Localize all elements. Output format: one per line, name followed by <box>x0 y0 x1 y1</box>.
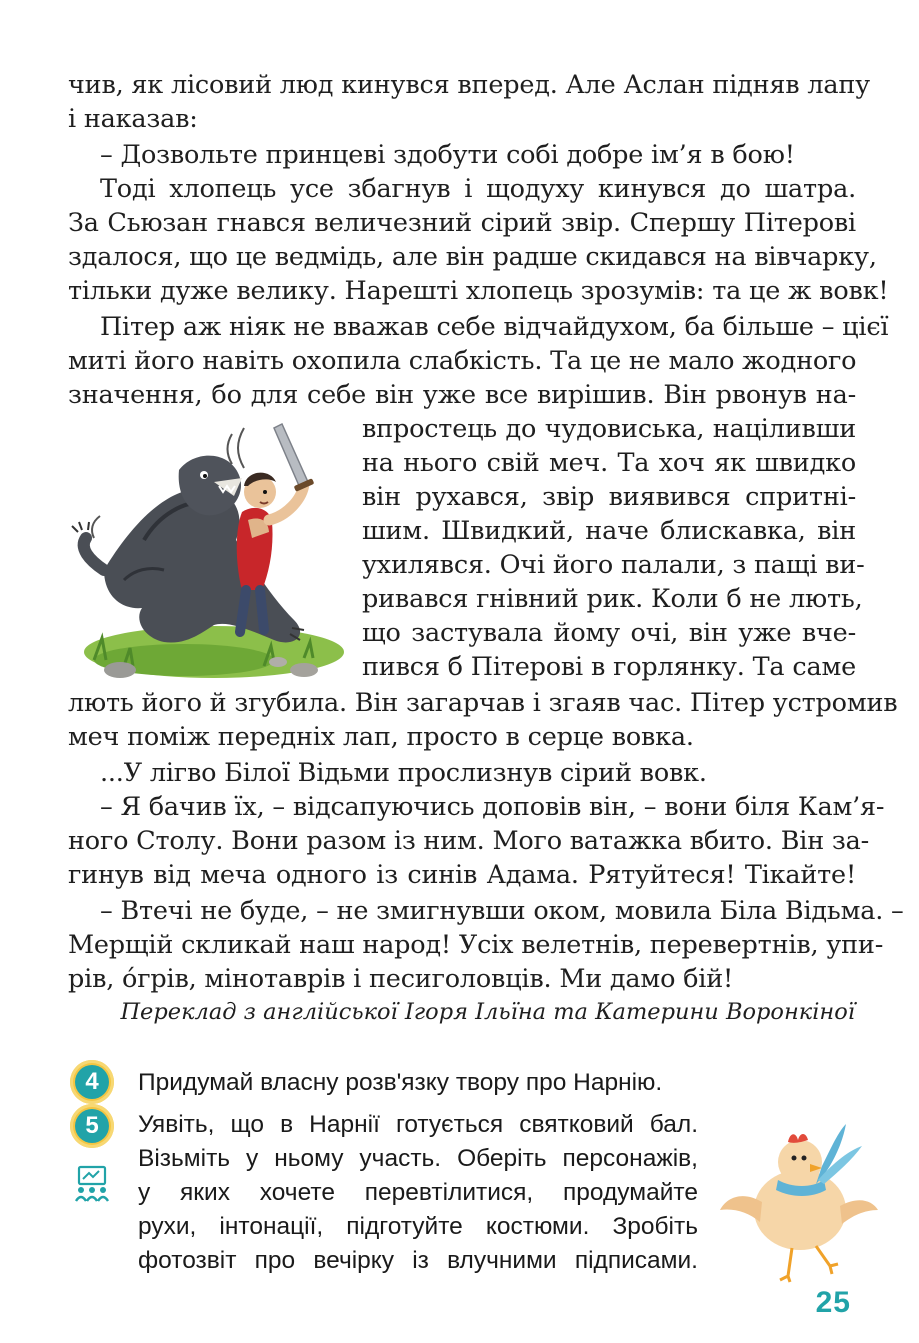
story-line: ухилявся. Очі його палали, з пащі ви- <box>362 550 865 580</box>
story-line: рів, о́грів, мінотаврів і песиголовців. Ми дамо бій! <box>68 964 734 994</box>
story-line: За Сьюзан гнався величезний сірий звір. Спершу Пітерові <box>68 208 856 238</box>
story-line: впростець до чудовиська, націливши <box>362 414 856 444</box>
story-line: ривався гнівний рик. Коли б не лють, <box>362 584 863 614</box>
story-line: і наказав: <box>68 104 198 134</box>
task-number: 5 <box>75 1109 109 1143</box>
task-number-badge <box>70 1104 114 1148</box>
wolf-and-boy-illustration <box>64 420 354 690</box>
story-line: здалося, що це ведмідь, але він радше скидався на вівчарку, <box>68 242 877 272</box>
story-line: ного Столу. Вони разом із ним. Мого ватажка вбито. Він за- <box>68 826 870 856</box>
story-line: гинув від меча одного із синів Адама. Рятуйтеся! Тікайте! <box>68 860 856 890</box>
story-line: що застувала йому очі, він уже вче- <box>362 618 856 648</box>
task-number-badge <box>70 1060 114 1104</box>
task-line: у яких хочете перевтілитися, продумайте <box>138 1179 698 1206</box>
story-line: меч поміж передніх лап, просто в серце вовка. <box>68 722 694 752</box>
story-line: він рухався, звір виявився спритні- <box>362 482 856 512</box>
page-number: 25 <box>815 1286 851 1319</box>
task-line: Уявіть, що в Нарнії готується святковий бал. <box>138 1111 698 1138</box>
story-line: миті його навіть охопила слабкість. Та це не мало жодного <box>68 346 857 376</box>
story-line: – Я бачив їх, – відсапуючись доповів він, – вони біля Кам’я- <box>100 792 885 822</box>
task-line: Візьміть у ньому участь. Оберіть персонажів, <box>138 1145 698 1172</box>
translation-credit: Переклад з англійської Ігоря Ільїна та Катерини Воронкіної <box>120 999 855 1025</box>
group-work-icon <box>72 1164 112 1204</box>
story-line: тільки дуже велику. Нарешті хлопець зрозумів: та це ж вовк! <box>68 276 889 306</box>
story-line: Пітер аж ніяк не вважав себе відчайдухом, ба більше – цієї <box>100 312 889 342</box>
story-line: чив, як лісовий люд кинувся вперед. Але Аслан підняв лапу <box>68 70 870 100</box>
hen-illustration <box>712 1110 882 1285</box>
story-line: – Втечі не буде, – не змигнувши оком, мовила Біла Відьма. – <box>100 896 904 926</box>
story-line: Мерщій скликай наш народ! Усіх велетнів, перевертнів, упи- <box>68 930 884 960</box>
story-line: на нього свій меч. Та хоч як швидко <box>362 448 856 478</box>
story-line: значення, бо для себе він уже все вирішив. Він рвонув на- <box>68 380 856 410</box>
story-line: пився б Пітерові в горлянку. Та саме <box>362 652 856 682</box>
task-4-text: Придумай власну розв'язку твору про Нарнію. <box>138 1069 663 1096</box>
story-line: Тоді хлопець усе збагнув і щодуху кинувся до шатра. <box>100 174 856 204</box>
story-line: лють його й згубила. Він загарчав і згаяв час. Пітер устромив <box>68 688 898 718</box>
story-line: шим. Швидкий, наче блискавка, він <box>362 516 856 546</box>
task-number: 4 <box>75 1065 109 1099</box>
task-line: рухи, інтонації, підготуйте костюми. Зробіть <box>138 1213 698 1240</box>
story-line: – Дозвольте принцеві здобути собі добре ім’я в бою! <box>100 140 795 170</box>
task-line: фотозвіт про вечірку із влучними підписами. <box>138 1247 698 1274</box>
story-line: ...У лігво Білої Відьми прослизнув сірий вовк. <box>100 758 707 788</box>
